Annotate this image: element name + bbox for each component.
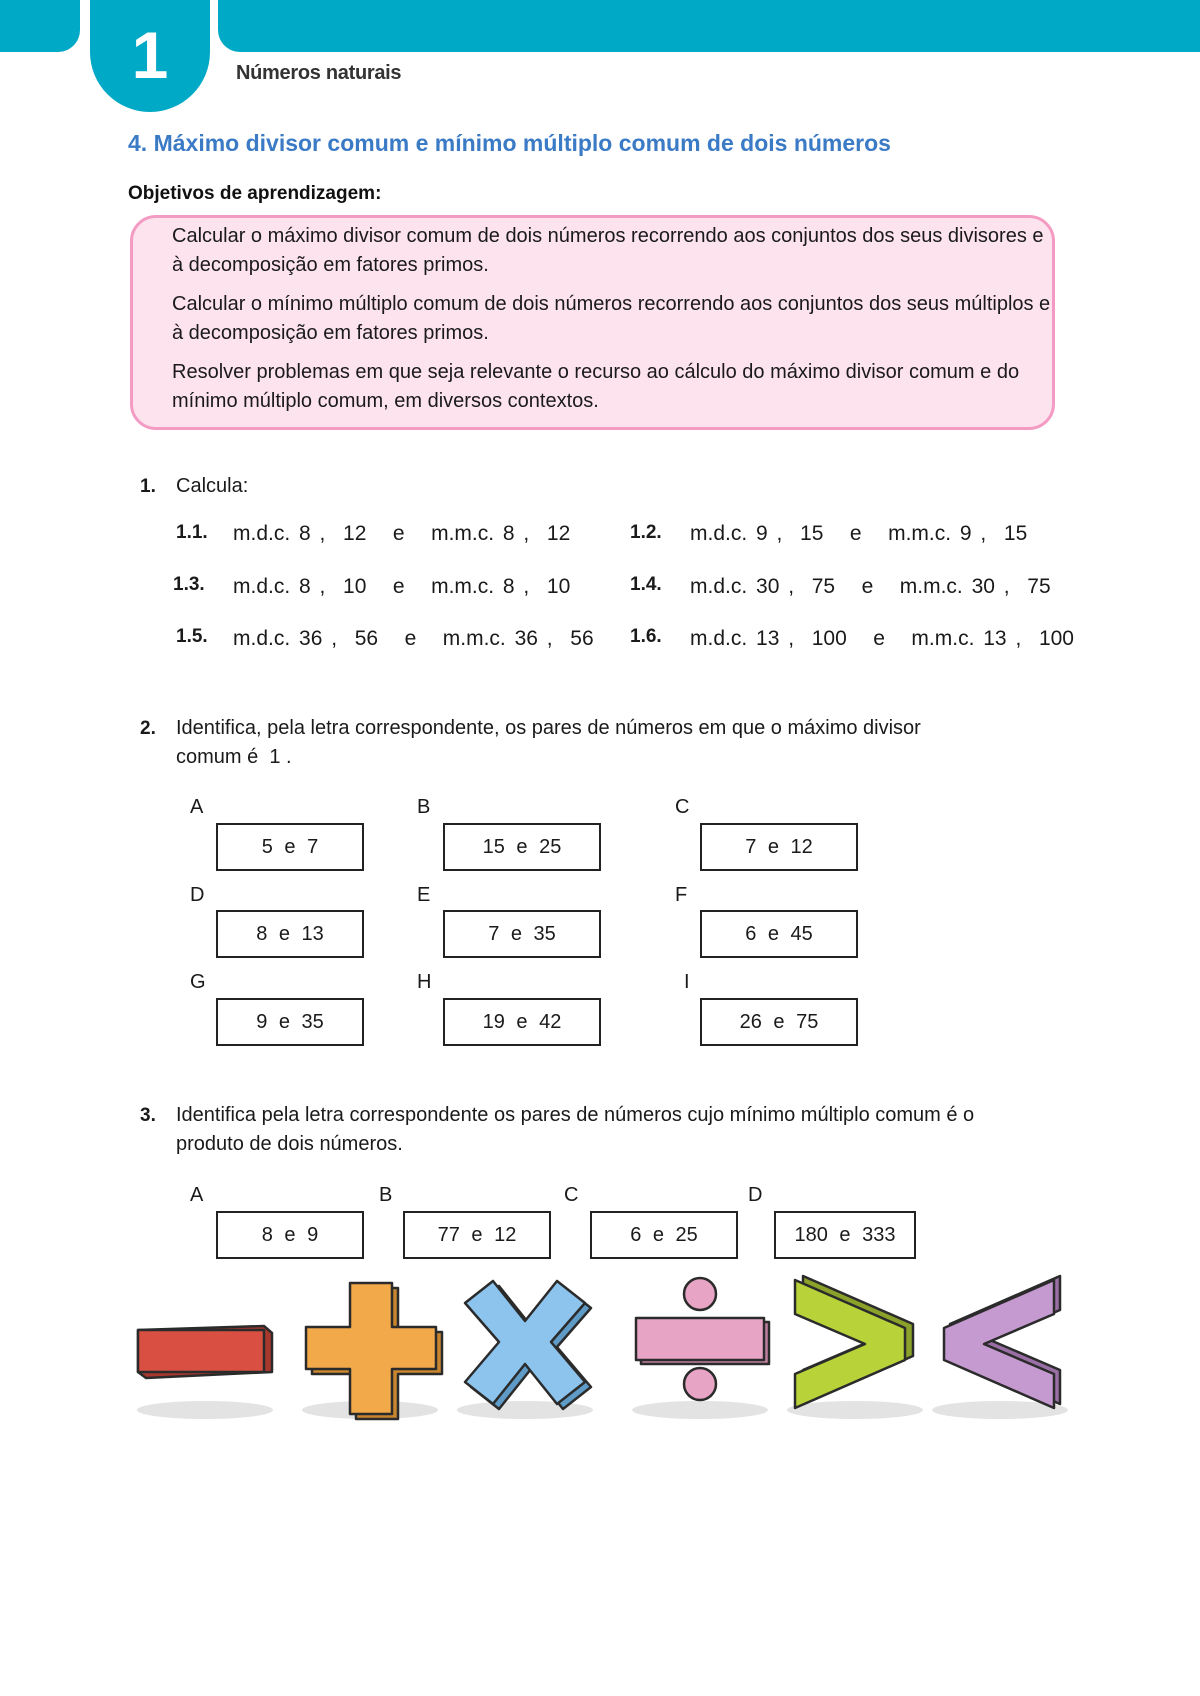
- pair-box[interactable]: 6 e 45: [700, 910, 858, 958]
- exercise-1-6-text: m.d.c. 13 , 100 e m.m.c. 13 , 100: [690, 627, 1074, 650]
- exercise-1-2-text: m.d.c. 9 , 15 e m.m.c. 9 , 15: [690, 522, 1028, 545]
- exercise-1-5-label: 1.5.: [176, 626, 208, 647]
- exercise-1-2-label: 1.2.: [630, 522, 662, 543]
- pair-box[interactable]: 5 e 7: [216, 823, 364, 871]
- pair-box[interactable]: 180 e 333: [774, 1211, 916, 1259]
- minus-sign-icon: [138, 1326, 272, 1378]
- exercise-1-3-text: m.d.c. 8 , 10 e m.m.c. 8 , 10: [233, 575, 571, 598]
- exercise-1-1-text: m.d.c. 8 , 12 e m.m.c. 8 , 12: [233, 522, 571, 545]
- pair-box[interactable]: 8 e 9: [216, 1211, 364, 1259]
- option-letter: B: [417, 796, 431, 818]
- chapter-title: Números naturais: [236, 62, 402, 84]
- shadows: [137, 1401, 1068, 1419]
- exercise-1-1-label: 1.1.: [176, 522, 208, 543]
- exercise-3-text-line2: produto de dois números.: [176, 1133, 403, 1155]
- exercise-1-4-text: m.d.c. 30 , 75 e m.m.c. 30 , 75: [690, 575, 1051, 598]
- option-letter: C: [564, 1184, 579, 1206]
- exercise-3-text-line1: Identifica pela letra correspondente os pares de números cujo mínimo múltiplo comum é o: [176, 1104, 975, 1126]
- option-letter: B: [379, 1184, 393, 1206]
- option-letter: F: [675, 884, 688, 906]
- option-letter: I: [684, 971, 690, 993]
- exercise-1-5-text: m.d.c. 36 , 56 e m.m.c. 36 , 56: [233, 627, 594, 650]
- exercise-2-number: 2.: [140, 718, 156, 739]
- pair-box[interactable]: 8 e 13: [216, 910, 364, 958]
- exercise-3-number: 3.: [140, 1105, 156, 1126]
- exercise-2-text-line1: Identifica, pela letra correspondente, os pares de números em que o máximo divisor: [176, 717, 921, 739]
- pair-box[interactable]: 15 e 25: [443, 823, 601, 871]
- objective-3: Resolver problemas em que seja relevante o recurso ao cálculo do máximo divisor comum e do mínimo múltiplo comum, em diversos contextos.: [172, 361, 1020, 412]
- section-title: 4. Máximo divisor comum e mínimo múltiplo comum de dois números: [128, 130, 891, 156]
- times-sign-icon: [465, 1281, 591, 1409]
- pair-box[interactable]: 77 e 12: [403, 1211, 551, 1259]
- exercise-1-3-label: 1.3.: [173, 574, 205, 595]
- pair-box[interactable]: 19 e 42: [443, 998, 601, 1046]
- option-letter: A: [190, 796, 204, 818]
- pair-box[interactable]: 7 e 12: [700, 823, 858, 871]
- option-letter: G: [190, 971, 206, 993]
- less-than-icon: [944, 1276, 1060, 1408]
- exercise-1-text: Calcula:: [176, 475, 249, 497]
- pair-box[interactable]: 26 e 75: [700, 998, 858, 1046]
- pair-box[interactable]: 6 e 25: [590, 1211, 738, 1259]
- option-letter: C: [675, 796, 690, 818]
- option-letter: D: [190, 884, 205, 906]
- option-letter: A: [190, 1184, 204, 1206]
- pair-box[interactable]: 7 e 35: [443, 910, 601, 958]
- division-sign-icon: [636, 1278, 769, 1400]
- option-letter: H: [417, 971, 432, 993]
- exercise-1-4-label: 1.4.: [630, 574, 662, 595]
- exercise-2-text-line2: comum é 1 .: [176, 746, 292, 768]
- pair-box[interactable]: 9 e 35: [216, 998, 364, 1046]
- chapter-number: 1: [131, 18, 169, 92]
- plus-sign-icon: [306, 1283, 442, 1419]
- objectives-label: Objetivos de aprendizagem:: [128, 183, 382, 204]
- objective-1: Calcular o máximo divisor comum de dois números recorrendo aos conjuntos dos seus divisores e à decomposição em fatores primos.: [172, 225, 1044, 276]
- option-letter: E: [417, 884, 431, 906]
- greater-than-icon: [795, 1276, 913, 1408]
- exercise-1-number: 1.: [140, 476, 156, 497]
- objective-2: Calcular o mínimo múltiplo comum de dois números recorrendo aos conjuntos dos seus múltiplos e à decomposição em fatores primos.: [172, 293, 1051, 344]
- option-letter: D: [748, 1184, 763, 1206]
- exercise-1-6-label: 1.6.: [630, 626, 662, 647]
